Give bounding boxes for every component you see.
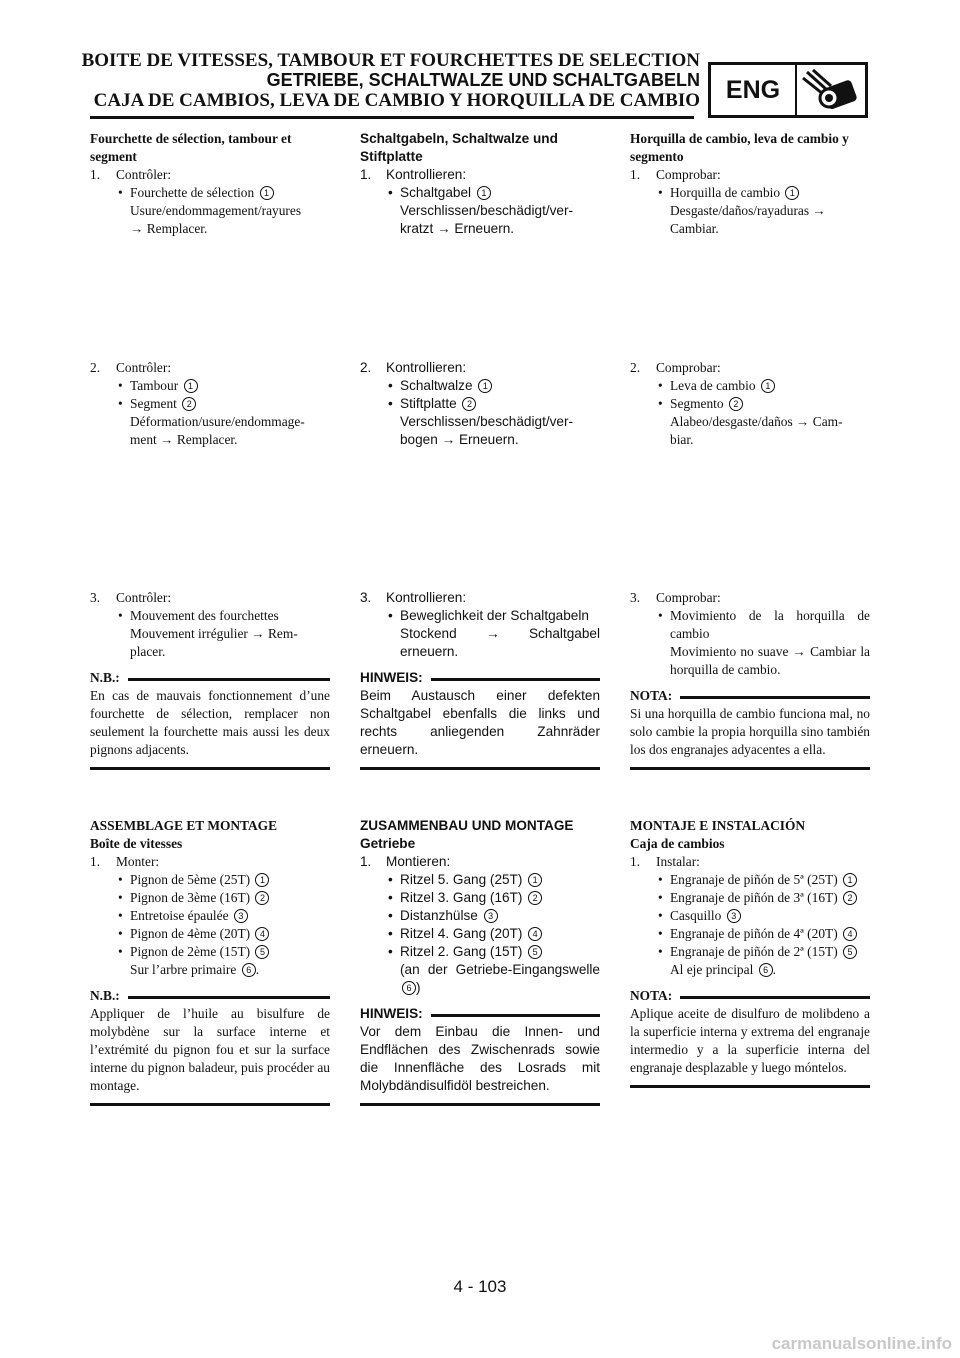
fr-s1-title-2: segment — [90, 149, 137, 164]
step-label: Instalar: — [656, 854, 700, 869]
note-rule — [360, 1103, 600, 1106]
bullet-text: Tambour — [130, 378, 179, 393]
detail-text: bogen → Erneuern. — [400, 432, 519, 447]
bullet-text: Segmento — [670, 396, 724, 411]
step-number: 3. — [360, 590, 372, 605]
fr-section-3: 3. Contrôler: • Mouvement des fourchettes Mouvement irrégulier → Rem- placer. N.B.: En cas de mauvais fonctionnement d’une fourchette de sélection, remplacer non seulement la fourchette mais aussi les deux pignons adjacents. — [90, 589, 330, 770]
note-label: N.B.: — [90, 670, 120, 685]
fr-asm-subtitle: Boîte de vitesses — [90, 836, 183, 851]
detail-text: placer. — [130, 644, 166, 659]
de-section-3: 3. Kontrollieren: • Beweglichkeit der Schaltgabeln Stockend → Schaltgabel erneuern. HINWEIS: Beim Austausch einer defekten Schaltgabel ebenfalls die links und rechts anliegenden Zahnräder erneuern. — [360, 589, 600, 770]
de-section-2: 2. Kontrollieren: • Schaltwalze 1 • Stiftplatte 2 Verschlissen/beschädigt/ver- bogen → Erneuern. — [360, 359, 600, 449]
ref-marker: 1 — [184, 379, 198, 393]
ref-marker: 1 — [478, 379, 492, 393]
ref-marker: 6 — [759, 963, 773, 977]
de-assembly: ZUSAMMENBAU UND MONTAGE Getriebe 1. Montieren: • Ritzel 5. Gang (25T) 1 • Ritzel 3. Gang (16T) 2 • Distanzhülse 3 • Ritzel 4. Gang (20T) 4 • Ritzel 2. Gang (15T) 5 (an der Getriebe-Eingangswelle 6 ) HINWEIS: Vor dem Einbau die Innen- und Endflächen des Zwischenrads sowie die Innenfläche des Losrads mit Molybdändisulfidöl bestreichen. — [360, 817, 600, 1106]
ref-marker: 2 — [729, 397, 743, 411]
note-header — [360, 1005, 600, 1023]
detail-text: Sur l’arbre primaire — [130, 962, 237, 977]
step-label: Kontrollieren: — [386, 590, 467, 605]
bullet-text: Pignon de 3ème (16T) — [130, 890, 251, 905]
section-badge — [708, 62, 868, 118]
note-text: En cas de mauvais fonctionnement d’une fourchette de sélection, remplacer non seulement la fourchette mais aussi les deux pignons adjacents. — [90, 688, 330, 757]
ref-marker: 6 — [402, 981, 416, 995]
note-rule — [90, 1103, 330, 1106]
detail-text: Usure/endommagement/rayures — [130, 203, 302, 218]
header-title-de: GETRIEBE, SCHALTWALZE UND SCHALTGABELN — [266, 70, 700, 90]
note-rule — [90, 767, 330, 770]
ref-marker: 1 — [477, 186, 491, 200]
watermark: carmanualsonline.info — [771, 1334, 952, 1353]
bullet-text: Schaltwalze — [400, 378, 473, 393]
bullet-text: Ritzel 4. Gang (20T) — [400, 926, 523, 941]
note-rule — [360, 767, 600, 770]
bullet-text: Engranaje de piñón de 3ª (16T) — [670, 890, 838, 905]
note-label: HINWEIS: — [360, 1006, 423, 1021]
step-number: 2. — [630, 360, 641, 375]
es-asm-title: MONTAJE E INSTALACIÓN — [630, 818, 806, 833]
es-section-3: 3. Comprobar: • Movimiento de la horquilla de cambio Movimiento no suave → Cambiar la horquilla de cambio. NOTA: Si una horquilla de cambio funciona mal, no solo cambie la propia horquilla sino también los dos engranajes adyacentes a ella. — [630, 589, 870, 770]
detail-text: Verschlissen/beschädigt/ver- — [400, 414, 574, 429]
step-number: 3. — [630, 590, 641, 605]
ref-marker: 2 — [528, 891, 542, 905]
detail-text: Stockend → Schaltgabel erneuern. — [400, 626, 600, 659]
bullet-text: Horquilla de cambio — [670, 185, 781, 200]
note-text: Beim Austausch einer defekten Schaltgabel ebenfalls die links und rechts anliegenden Zahnräder erneuern. — [360, 688, 600, 757]
note-rule — [630, 1085, 870, 1088]
bullet-text: Engranaje de piñón de 2ª (15T) — [670, 944, 838, 959]
page-number: 4 - 103 — [453, 1277, 507, 1296]
detail-text: Cambiar. — [670, 221, 719, 236]
note-label: N.B.: — [90, 988, 120, 1003]
ref-marker: 1 — [843, 873, 857, 887]
step-number: 1. — [90, 854, 101, 869]
de-asm-title: ZUSAMMENBAU UND MONTAGE — [360, 818, 574, 833]
bullet-text: Ritzel 3. Gang (16T) — [400, 890, 523, 905]
ref-marker: 1 — [528, 873, 542, 887]
bullet-text: Engranaje de piñón de 4ª (20T) — [670, 926, 838, 941]
step-label: Contrôler: — [116, 167, 172, 182]
ref-marker: 1 — [255, 873, 269, 887]
note-header — [90, 987, 330, 1005]
page-header — [80, 50, 700, 114]
bullet-text: Mouvement des fourchettes — [130, 608, 279, 623]
bullet-text: Pignon de 5ème (25T) — [130, 872, 251, 887]
bullet-text: Movimiento de la horquilla de cambio — [670, 608, 870, 641]
es-section-2: 2. Comprobar: • Leva de cambio 1 • Segmento 2 Alabeo/desgaste/daños → Cam- biar. — [630, 359, 870, 449]
step-number: 3. — [90, 590, 101, 605]
step-number: 2. — [360, 360, 372, 375]
ref-marker: 6 — [242, 963, 256, 977]
es-asm-subtitle: Caja de cambios — [630, 836, 725, 851]
fr-section-2: 2. Contrôler: • Tambour 1 • Segment 2 Déformation/usure/endommage- ment → Remplacer. — [90, 359, 330, 449]
note-rule — [630, 767, 870, 770]
bullet-text: Engranaje de piñón de 5ª (25T) — [670, 872, 838, 887]
detail-text: Alabeo/desgaste/daños → Cam- — [670, 414, 843, 429]
step-label: Comprobar: — [656, 590, 721, 605]
step-label: Montieren: — [386, 854, 451, 869]
note-header — [360, 669, 600, 687]
step-label: Kontrollieren: — [386, 360, 467, 375]
ref-marker: 5 — [528, 945, 542, 959]
step-label: Monter: — [116, 854, 160, 869]
step-number: 1. — [90, 167, 101, 182]
bullet-text: Pignon de 4ème (20T) — [130, 926, 251, 941]
es-assembly: MONTAJE E INSTALACIÓN Caja de cambios 1. Instalar: • Engranaje de piñón de 5ª (25T) 1 • Engranaje de piñón de 3ª (16T) 2 • Casquillo 3 • Engranaje de piñón de 4ª (20T) 4 • Engranaje de piñón de 2ª (15T) 5 Al eje principal 6 . NOTA: Aplique aceite de disulfuro de molibdeno a la superficie interna y extrema del engranaje intermedio y a la superficie interna del engranaje desplazable y luego móntelos. — [630, 817, 870, 1088]
detail-text: Mouvement irrégulier → Rem- — [130, 626, 298, 641]
ref-marker: 3 — [484, 909, 498, 923]
header-rule — [90, 116, 694, 119]
bullet-text: Stiftplatte — [400, 396, 457, 411]
fr-asm-title: ASSEMBLAGE ET MONTAGE — [90, 818, 278, 833]
ref-marker: 1 — [785, 186, 799, 200]
step-label: Kontrollieren: — [386, 167, 467, 182]
note-text: Appliquer de l’huile au bisulfure de molybdène sur la surface interne et l’extrémité du pignon fou et sur la surface interne du pignon baladeur, puis procéder au montage. — [90, 1006, 330, 1093]
step-label: Comprobar: — [656, 167, 721, 182]
step-number: 1. — [360, 167, 372, 182]
step-number: 1. — [360, 854, 372, 869]
note-header — [630, 987, 870, 1005]
badge-label: ENG — [711, 65, 797, 115]
fr-section-1: Fourchette de sélection, tambour et segment 1. Contrôler: • Fourchette de sélection 1 Usure/endommagement/rayures → Remplacer. — [90, 130, 330, 238]
ref-marker: 4 — [843, 927, 857, 941]
bullet-text: Ritzel 2. Gang (15T) — [400, 944, 523, 959]
header-title-es: CAJA DE CAMBIOS, LEVA DE CAMBIO Y HORQUILLA DE CAMBIO — [93, 90, 700, 111]
detail-text: biar. — [670, 432, 694, 447]
detail-text: Verschlissen/beschädigt/ver- — [400, 203, 574, 218]
es-section-1: Horquilla de cambio, leva de cambio y segmento 1. Comprobar: • Horquilla de cambio 1 Desgaste/daños/rayaduras → Cambiar. — [630, 130, 870, 238]
ref-marker: 2 — [843, 891, 857, 905]
step-label: Comprobar: — [656, 360, 721, 375]
ref-marker: 2 — [182, 397, 196, 411]
note-text: Si una horquilla de cambio funciona mal, no solo cambie la propia horquilla sino también los dos engranajes adyacentes a ella. — [630, 706, 870, 757]
step-label: Contrôler: — [116, 590, 172, 605]
note-label: NOTA: — [630, 988, 673, 1003]
step-number: 1. — [630, 854, 641, 869]
ref-marker: 5 — [843, 945, 857, 959]
ref-marker: 3 — [727, 909, 741, 923]
wrench-icon — [797, 65, 865, 115]
bullet-text: Entretoise épaulée — [130, 908, 229, 923]
step-label: Contrôler: — [116, 360, 172, 375]
detail-text: ment → Remplacer. — [130, 432, 238, 447]
es-s1-title-2: segmento — [630, 149, 684, 164]
header-title-fr: BOITE DE VITESSES, TAMBOUR ET FOURCHETTES DE SELECTION — [81, 50, 700, 71]
bullet-text: Segment — [130, 396, 177, 411]
note-label: NOTA: — [630, 688, 673, 703]
detail-text: Movimiento no suave → Cambiar la horquilla de cambio. — [670, 644, 870, 677]
bullet-text: Distanzhülse — [400, 908, 478, 923]
detail-text: (an der Getriebe-Eingangswelle — [400, 962, 600, 977]
ref-marker: 2 — [462, 397, 476, 411]
bullet-text: Casquillo — [670, 908, 722, 923]
bullet-text: Leva de cambio — [670, 378, 756, 393]
detail-text: Desgaste/daños/rayaduras → — [670, 203, 826, 218]
fr-s1-title: Fourchette de sélection, tambour et — [90, 131, 292, 146]
es-s1-title: Horquilla de cambio, leva de cambio y — [630, 131, 849, 146]
step-number: 1. — [630, 167, 641, 182]
de-asm-subtitle: Getriebe — [360, 836, 416, 851]
bullet-text: Fourchette de sélection — [130, 185, 255, 200]
note-text: Vor dem Einbau die Innen- und Endflächen des Zwischenrads sowie die Innenfläche des Losrads mit Molybdändisulfidöl bestreichen. — [360, 1024, 600, 1093]
de-section-1: Schaltgabeln, Schaltwalze und Stiftplatte 1. Kontrollieren: • Schaltgabel 1 Verschlissen/beschädigt/ver- kratzt → Erneuern. — [360, 130, 600, 238]
ref-marker: 4 — [255, 927, 269, 941]
detail-text: Déformation/usure/endommage- — [130, 414, 305, 429]
fr-assembly: ASSEMBLAGE ET MONTAGE Boîte de vitesses 1. Monter: • Pignon de 5ème (25T) 1 • Pignon de 3ème (16T) 2 • Entretoise épaulée 3 • Pignon de 4ème (20T) 4 • Pignon de 2ème (15T) 5 Sur l’arbre primaire 6 . N.B.: Appliquer de l’huile au bisulfure de molybdène sur la surface interne et l’extrémité du pignon fou et sur la surface interne du pignon baladeur, puis procéder au montage. — [90, 817, 330, 1106]
ref-marker: 1 — [260, 186, 274, 200]
de-s1-title: Schaltgabeln, Schaltwalze und — [360, 131, 558, 146]
bullet-text: Beweglichkeit der Schaltgabeln — [400, 608, 589, 623]
bullet-text: Schaltgabel — [400, 185, 472, 200]
bullet-text: Ritzel 5. Gang (25T) — [400, 872, 523, 887]
ref-marker: 5 — [255, 945, 269, 959]
detail-text: → Remplacer. — [130, 221, 208, 236]
note-header — [630, 687, 870, 705]
note-text: Aplique aceite de disulfuro de molibdeno a la superficie interna y extrema del engranaje intermedio y a la superficie interna del engranaje desplazable y luego móntelos. — [630, 1006, 870, 1075]
note-header — [90, 669, 330, 687]
note-label: HINWEIS: — [360, 670, 423, 685]
detail-text: Al eje principal — [670, 962, 754, 977]
detail-text: kratzt → Erneuern. — [400, 221, 515, 236]
ref-marker: 2 — [255, 891, 269, 905]
ref-marker: 4 — [528, 927, 542, 941]
bullet-text: Pignon de 2ème (15T) — [130, 944, 251, 959]
de-s1-title-2: Stiftplatte — [360, 149, 423, 164]
ref-marker: 1 — [761, 379, 775, 393]
ref-marker: 3 — [234, 909, 248, 923]
step-number: 2. — [90, 360, 101, 375]
